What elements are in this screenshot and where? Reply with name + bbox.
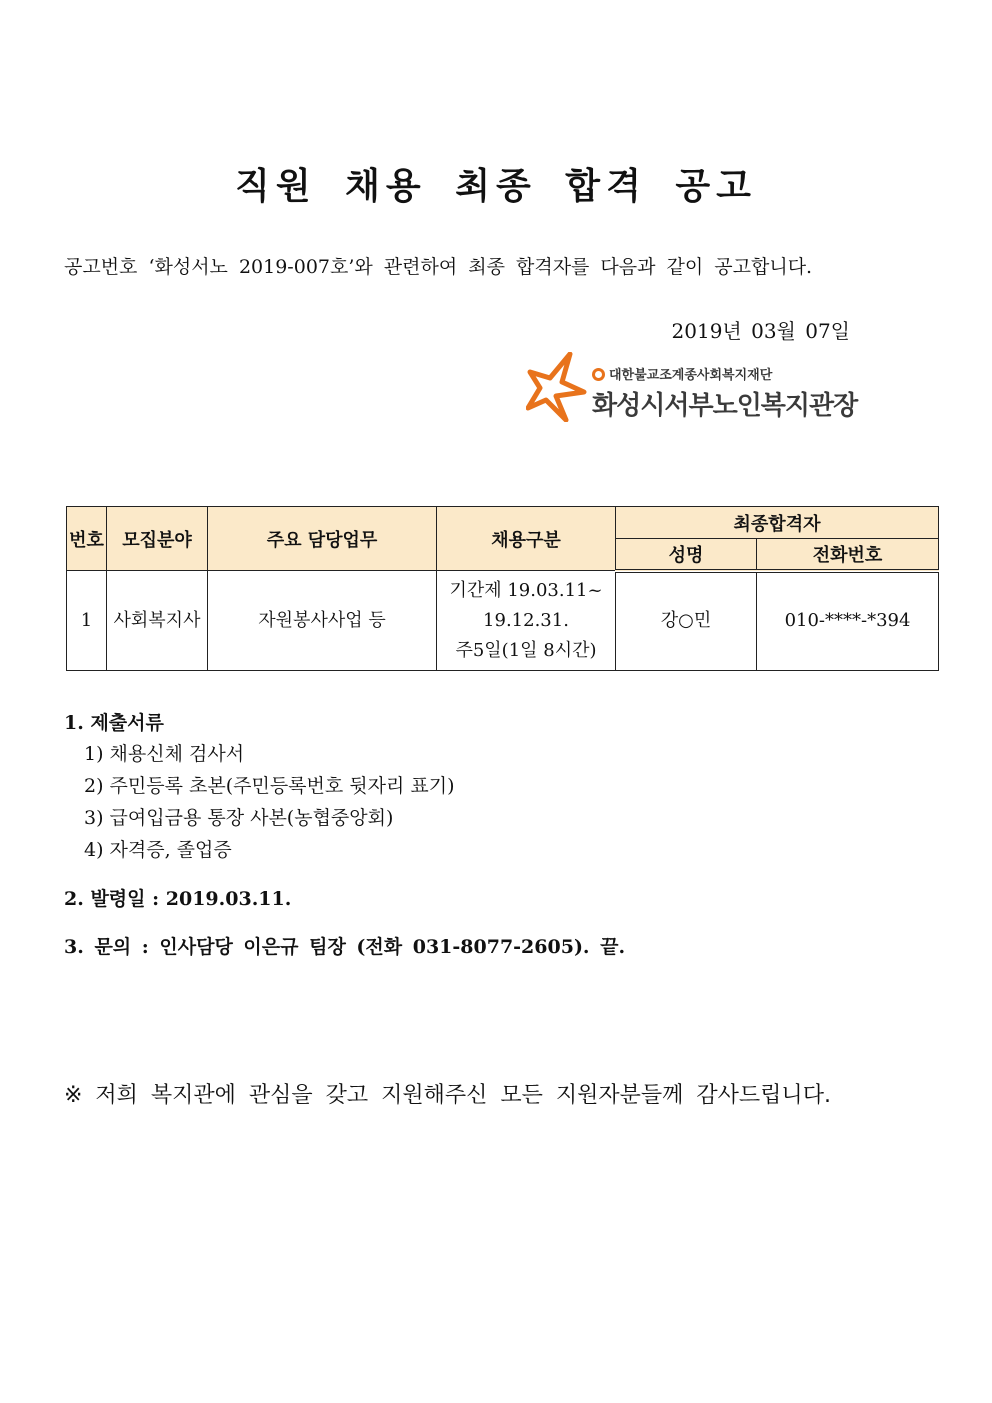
list-item: 3) 급여입금용 통장 사본(농협중앙회) (84, 807, 394, 829)
star-logo-icon (526, 352, 588, 422)
organization-logo (526, 352, 856, 424)
documents-section (64, 708, 455, 866)
list-item: 1) 채용신체 검사서 (84, 743, 245, 765)
header-number: 번호 (67, 507, 107, 571)
header-phone: 전화번호 (757, 539, 939, 571)
seal-icon (592, 368, 605, 381)
cell-name: 강○민 (616, 571, 757, 671)
cell-type (437, 571, 616, 671)
page-title: 직원 채용 최종 합격 공고 (235, 165, 757, 207)
table-row (67, 571, 939, 671)
header-field: 모집분야 (107, 507, 208, 571)
header-final: 최종합격자 (616, 507, 939, 539)
thanks-note: ※ 저희 복지관에 관심을 갖고 지원해주신 모든 지원자분들께 감사드립니다. (64, 1083, 831, 1108)
type-line: 기간제 19.03.11~ (449, 579, 603, 601)
documents-heading: 1. 제출서류 (64, 712, 164, 734)
list-item: 2) 주민등록 초본(주민등록번호 뒷자리 표기) (84, 775, 455, 797)
cell-number: 1 (67, 571, 107, 671)
intro-text: 공고번호 ‘화성서노 2019-007호’와 관련하여 최종 합격자를 다음과 같이 공고합니다. (64, 256, 813, 278)
header-name: 성명 (616, 539, 757, 571)
cell-duty: 자원봉사사업 등 (208, 571, 437, 671)
contact-info: 3. 문의 : 인사담당 이은규 팀장 (전화 031-8077-2605). 끝. (64, 936, 626, 958)
center-name: 화성시서부노인복지관장 (592, 391, 858, 421)
header-duty: 주요 담당업무 (208, 507, 437, 571)
type-line: 19.12.31. (483, 609, 569, 631)
cell-field: 사회복지사 (107, 571, 208, 671)
cell-phone: 010-****-*394 (757, 571, 939, 671)
final-result-table (66, 506, 939, 671)
foundation-name: 대한불교조계종사회복지재단 (592, 364, 772, 383)
header-type: 채용구분 (437, 507, 616, 571)
notice-date: 2019년 03월 07일 (671, 319, 850, 343)
list-item: 4) 자격증, 졸업증 (84, 839, 232, 861)
appointment-date: 2. 발령일 : 2019.03.11. (64, 888, 292, 910)
type-line: 주5일(1일 8시간) (455, 639, 597, 661)
